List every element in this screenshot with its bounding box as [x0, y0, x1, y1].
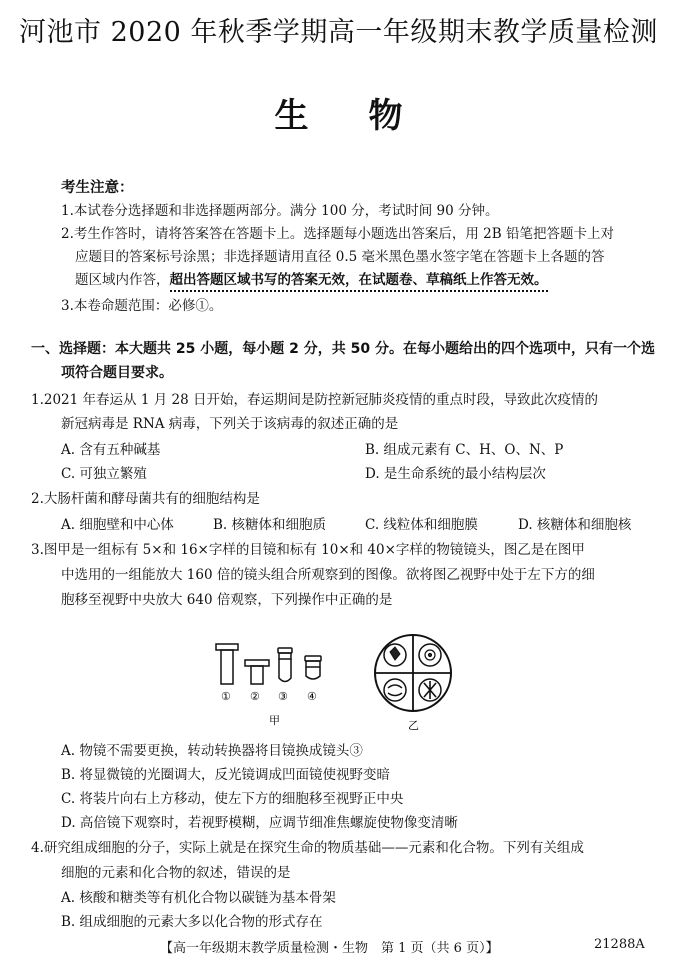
q4-stem-line-1: 4.研究组成细胞的分子，实际上就是在探究生命的物质基础——元素和化合物。下列有关组成 [31, 840, 584, 856]
notice-item-1: 1.本试卷分选择题和非选择题两部分。满分 100 分，考试时间 90 分钟。 [61, 203, 499, 219]
notice-heading: 考生注意： [61, 180, 134, 196]
figure-jia-caption: 甲 [269, 714, 280, 727]
q3-option-a: A. 物镜不需要更换，转动转换器将目镜换成镜头③ [61, 743, 363, 759]
q3-stem-line-3: 胞移至视野中央放大 640 倍观察，下列操作中正确的是 [61, 592, 393, 608]
lens-label-4: ④ [307, 690, 317, 703]
q2-option-a: A. 细胞壁和中心体 [61, 517, 174, 533]
section-1-heading-line-2: 项符合题目要求。 [61, 365, 173, 381]
q4-option-a: A. 核酸和糖类等有机化合物以碳链为基本骨架 [61, 890, 336, 906]
notice-item-3: 3.本卷命题范围：必修①。 [61, 298, 223, 314]
figure-yi-view [372, 632, 462, 732]
q3-option-d: D. 高倍镜下观察时，若视野模糊，应调节细准焦螺旋使物像变清晰 [61, 815, 458, 831]
notice-item-2-line-3 [75, 268, 548, 288]
q3-option-c: C. 将装片向右上方移动，使左下方的细胞移至视野正中央 [61, 791, 404, 807]
q2-option-c: C. 线粒体和细胞膜 [365, 517, 478, 533]
lens-label-3: ③ [278, 690, 288, 703]
paper-code: 21288A [594, 937, 645, 952]
figure-jia-lenses [212, 638, 342, 728]
notice-item-2-line-2: 应题目的答案标号涂黑；非选择题请用直径 0.5 毫米黑色墨水签字笔在答题卡上各题的答 [75, 249, 605, 265]
page-footer: 【高一年级期末教学质量检测・生物 第 1 页（共 6 页）】 [160, 941, 499, 956]
q1-stem-line-2: 新冠病毒是 RNA 病毒，下列关于该病毒的叙述正确的是 [61, 416, 399, 432]
q3-option-b: B. 将显微镜的光圈调大，反光镜调成凹面镜使视野变暗 [61, 767, 391, 783]
q1-stem-line-1: 1.2021 年春运从 1 月 28 日开始，春运期间是防控新冠肺炎疫情的重点时段，导致此次疫情的 [31, 392, 598, 408]
q1-option-b: B. 组成元素有 C、H、O、N、P [365, 442, 564, 458]
lens-label-1: ① [221, 690, 231, 703]
q1-option-c: C. 可独立繁殖 [61, 466, 147, 482]
q4-stem-line-2: 细胞的元素和化合物的叙述，错误的是 [61, 865, 291, 881]
q1-option-d: D. 是生命系统的最小结构层次 [365, 466, 546, 482]
exam-title: 河池市 2020 年秋季学期高一年级期末教学质量检测 [19, 17, 658, 48]
notice-item-2-line-1: 2.考生作答时，请将答案答在答题卡上。选择题每小题选出答案后，用 2B 铅笔把答题卡上对 [61, 226, 614, 242]
q2-stem: 2.大肠杆菌和酵母菌共有的细胞结构是 [31, 491, 260, 507]
notice-item-2-emphasis: 超出答题区域书写的答案无效，在试题卷、草稿纸上作答无效。 [170, 272, 548, 292]
q1-option-a: A. 含有五种碱基 [61, 442, 161, 458]
lens-1 [216, 644, 238, 650]
q3-stem-line-1: 3.图甲是一组标有 5×和 16×字样的目镜和标有 10×和 40×字样的物镜镜头，图乙是在图甲 [31, 542, 585, 558]
q2-option-b: B. 核糖体和细胞质 [213, 517, 327, 533]
notice-item-2-line-3-plain: 题区域内作答， [75, 272, 170, 288]
cell-bottom-left [384, 679, 406, 701]
subject-title: 生物 [274, 96, 463, 136]
q4-option-b: B. 组成细胞的元素大多以化合物的形式存在 [61, 914, 323, 930]
q2-option-d: D. 核糖体和细胞核 [518, 517, 632, 533]
figure-yi-caption: 乙 [408, 719, 419, 732]
lens-2 [245, 660, 269, 666]
lens-label-2: ② [250, 690, 260, 703]
q3-stem-line-2: 中选用的一组能放大 160 倍的镜头组合所观察到的图像。欲将图乙视野中处于左下方的细 [61, 567, 595, 583]
section-1-heading-line-1: 一、选择题：本大题共 25 小题，每小题 2 分，共 50 分。在每小题给出的四个选项中，只有一个选 [31, 341, 655, 357]
